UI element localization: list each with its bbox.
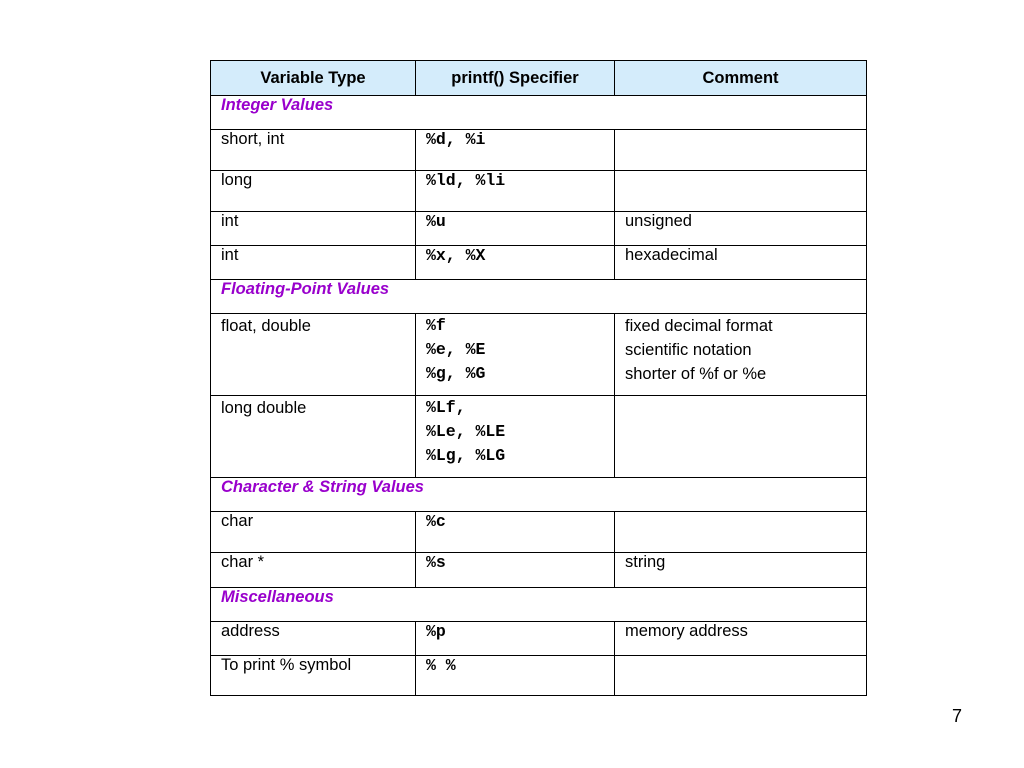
table-row <box>211 656 867 696</box>
comment-cell <box>615 171 867 212</box>
comment-line: fixed decimal format <box>625 317 773 335</box>
header-printf-specifier: printf() Specifier <box>416 61 615 96</box>
variable-type-cell: address <box>211 622 416 656</box>
specifier-line: %g, %G <box>426 364 486 383</box>
section-title-miscellaneous: Miscellaneous <box>211 588 867 622</box>
variable-type-cell: int <box>211 246 416 280</box>
specifier-line: %e, %E <box>426 340 486 359</box>
specifier-cell: %u <box>416 212 615 246</box>
table-row <box>211 553 867 588</box>
specifier-cell: %s <box>416 553 615 588</box>
comment-cell <box>615 656 867 696</box>
specifier-cell: %x, %X <box>416 246 615 280</box>
variable-type-cell: To print % symbol <box>211 656 416 696</box>
comment-cell <box>615 130 867 171</box>
section-title-character-string: Character & String Values <box>211 478 867 512</box>
comment-cell: memory address <box>615 622 867 656</box>
variable-type-cell: char * <box>211 553 416 588</box>
variable-type-cell: char <box>211 512 416 553</box>
specifier-line: %f <box>426 316 446 335</box>
variable-type-text: float, double <box>221 317 311 335</box>
comment-line: scientific notation <box>625 341 752 359</box>
table-row <box>211 246 867 280</box>
specifier-line: %Le, %LE <box>426 422 506 441</box>
specifier-line: %Lg, %LG <box>426 446 506 465</box>
specifier-cell <box>416 396 615 478</box>
table-row <box>211 622 867 656</box>
specifier-cell: %p <box>416 622 615 656</box>
comment-cell <box>615 512 867 553</box>
table-row <box>211 212 867 246</box>
variable-type-text: long double <box>221 399 307 417</box>
comment-line: shorter of %f or %e <box>625 365 767 383</box>
comment-cell <box>615 314 867 396</box>
variable-type-cell: int <box>211 212 416 246</box>
comment-cell <box>615 396 867 478</box>
specifier-cell: %ld, %li <box>416 171 615 212</box>
table-row <box>211 512 867 553</box>
specifier-cell: %d, %i <box>416 130 615 171</box>
header-row <box>211 61 867 96</box>
table-row <box>211 130 867 171</box>
section-title-floating-point: Floating-Point Values <box>211 280 867 314</box>
comment-cell: string <box>615 553 867 588</box>
variable-type-cell <box>211 396 416 478</box>
header-comment: Comment <box>615 61 867 96</box>
specifier-line: %Lf, <box>426 398 466 417</box>
variable-type-cell: short, int <box>211 130 416 171</box>
table-row <box>211 171 867 212</box>
section-title-integer: Integer Values <box>211 96 867 130</box>
variable-type-cell <box>211 314 416 396</box>
variable-type-cell: long <box>211 171 416 212</box>
section-row-character-string <box>211 478 867 512</box>
specifier-cell <box>416 314 615 396</box>
header-variable-type: Variable Type <box>211 61 416 96</box>
specifier-cell: %c <box>416 512 615 553</box>
table-row <box>211 314 867 396</box>
table-row <box>211 396 867 478</box>
page-number: 7 <box>951 706 962 726</box>
comment-cell: unsigned <box>615 212 867 246</box>
comment-cell: hexadecimal <box>615 246 867 280</box>
section-row-miscellaneous <box>211 588 867 622</box>
section-row-integer <box>211 96 867 130</box>
specifier-cell: % % <box>416 656 615 696</box>
printf-specifier-table <box>210 60 867 696</box>
section-row-floating-point <box>211 280 867 314</box>
